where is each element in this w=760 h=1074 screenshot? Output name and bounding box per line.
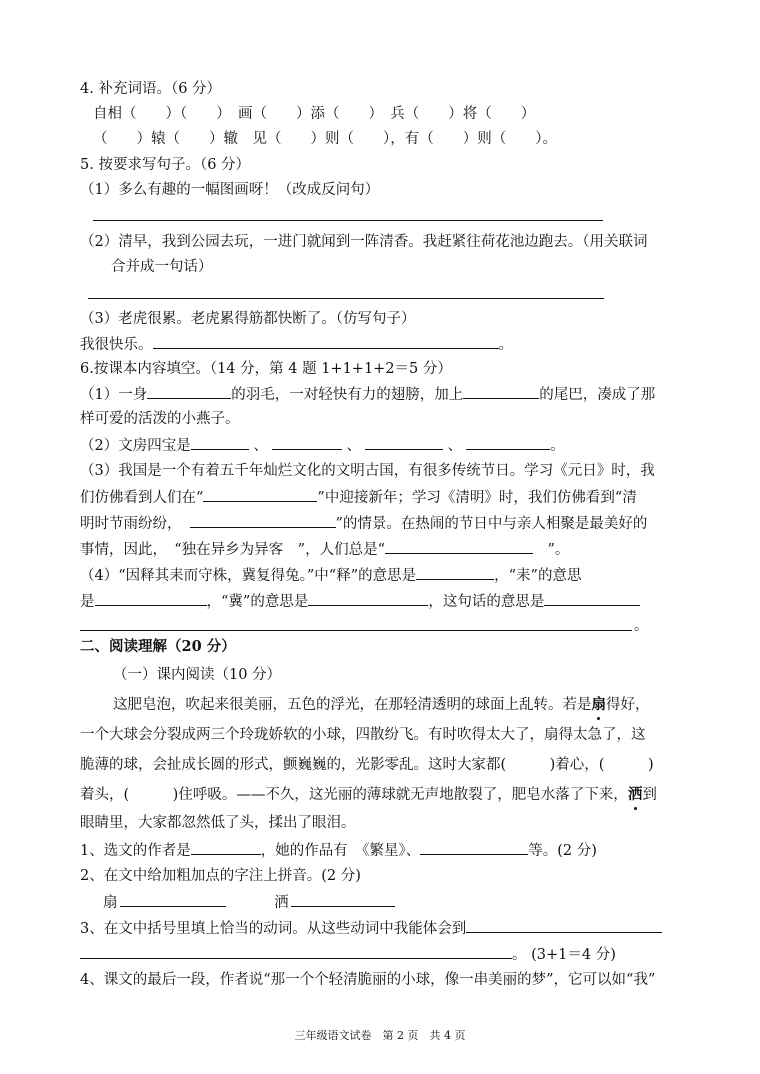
q6-p1-line2: 样可爱的活泼的小燕子。: [80, 411, 240, 427]
q5-s1: （1）多么有趣的一幅图画呀！（改成反问句）: [80, 182, 380, 198]
passage-line2: 一个大球会分裂成两三个玲珑娇软的小球，四散纷飞。有时吹得太大了，扇得太急了，这: [80, 727, 646, 743]
q5-s3-line: 我很快乐。 。: [80, 334, 513, 355]
blank[interactable]: [272, 435, 342, 450]
blank[interactable]: [308, 591, 428, 606]
passage-line1: 这肥皂泡，吹起来很美丽，五色的浮光，在那轻清透明的球面上乱转。若是扇得好，: [113, 696, 650, 713]
page-footer: 三年级语文试卷 第 2 页 共 4 页: [294, 1029, 466, 1042]
q6-p3-line1: （3）我国是一个有着五千年灿烂文化的文明古国，有很多传统节日。学习《元日》时，我: [80, 463, 655, 479]
q5-title: 5. 按要求写句子。（6 分）: [80, 157, 251, 173]
q5-s2b: 合并成一句话）: [111, 259, 213, 275]
blank[interactable]: [191, 840, 261, 855]
question-2-words: 扇 洒: [103, 892, 395, 913]
question-3-line2: 。 (3+1＝4 分): [80, 944, 616, 965]
blank[interactable]: [291, 892, 395, 907]
q4-title: 4. 补充词语。（6 分）: [80, 81, 222, 97]
question-4: 4、课文的最后一段，作者说“那一个个轻清脆丽的小球，像一串美丽的梦”，它可以如“我”: [80, 972, 656, 988]
q6-title: 6.按课本内容填空。（14 分，第 4 题 1+1+1+2＝5 分）: [80, 361, 452, 377]
passage-line4: 着头，( )住呼吸。——不久，这光丽的薄球就无声地散裂了，肥皂水落了下来，洒到: [80, 786, 657, 803]
dotted-char: 洒: [627, 786, 643, 803]
q6-p3-line3: 明时节雨纷纷， ”的情景。在热闹的节日中与亲人相聚是最美好的: [80, 513, 647, 534]
dotted-char: 扇: [591, 696, 606, 713]
answer-line: [88, 298, 604, 299]
blank[interactable]: [147, 384, 231, 399]
q6-p1-line1: （1）一身 的羽毛，一对轻快有力的翅膀，加上 的尾巴，凑成了那: [80, 384, 655, 405]
q5-s2a: （2）清早，我到公园去玩，一进门就闻到一阵清香。我赶紧往荷花池边跑去。（用关联词: [80, 234, 648, 250]
blank[interactable]: [544, 591, 640, 606]
blank[interactable]: [385, 539, 533, 554]
blank[interactable]: [463, 384, 539, 399]
question-2: 2、在文中给加粗加点的字注上拼音。(2 分): [80, 868, 361, 884]
subsection-title: （一）课内阅读（10 分）: [113, 667, 282, 683]
q4-row2: （ ）辕（ ）辙 见（ ）则（ ），有（ ）则（ ）。: [93, 131, 557, 147]
q4-row1: 自相（ ）（ ） 画（ ）添（ ） 兵（ ）将（ ）: [93, 106, 536, 122]
blank[interactable]: [191, 435, 249, 450]
q6-p3-line4: 事情，因此， “独在异乡为异客 ”，人们总是“ ”。: [80, 539, 569, 560]
passage-line5: 眼睛里，大家都忽然低了头，揉出了眼泪。: [80, 815, 356, 831]
blank[interactable]: [190, 513, 336, 528]
blank[interactable]: [420, 840, 528, 855]
blank[interactable]: [80, 944, 512, 959]
answer-line: [80, 630, 632, 631]
section-title: 二、阅读理解（20 分）: [80, 638, 236, 655]
passage-line3: 脆薄的球，会扯成长圆的形式，颤巍巍的，光影零乱。这时大家都( )着心，( ): [80, 757, 654, 773]
q6-p3-line2: 们仿佛看到人们在“ ”中迎接新年；学习《清明》时，我们仿佛看到“清: [80, 487, 637, 508]
answer-line: [93, 220, 603, 221]
q6-p2: （2）文房四宝是 、 、 、 。: [80, 435, 565, 456]
q6-p4-line2: 是 ，“冀”的意思是 ，这句话的意思是: [80, 591, 640, 612]
blank[interactable]: [95, 591, 207, 606]
blank[interactable]: [466, 918, 662, 933]
q5-s3: （3）老虎很累。老虎累得筋都快断了。（仿写句子）: [80, 311, 416, 327]
q5-s3b: 我很快乐。: [80, 337, 153, 353]
question-1: 1、选文的作者是 ，她的作品有 《繁星》、 等。(2 分): [80, 840, 597, 861]
blank[interactable]: [153, 334, 499, 349]
blank[interactable]: [416, 565, 494, 580]
blank[interactable]: [120, 892, 226, 907]
q6-p4-line1: （4）“因释其耒而守株，冀复得兔。”中“释”的意思是 ，“耒”的意思: [80, 565, 581, 586]
blank[interactable]: [365, 435, 443, 450]
question-3-line1: 3、在文中括号里填上恰当的动词。从这些动词中我能体会到: [80, 918, 662, 939]
blank[interactable]: [203, 487, 317, 502]
blank[interactable]: [466, 435, 550, 450]
